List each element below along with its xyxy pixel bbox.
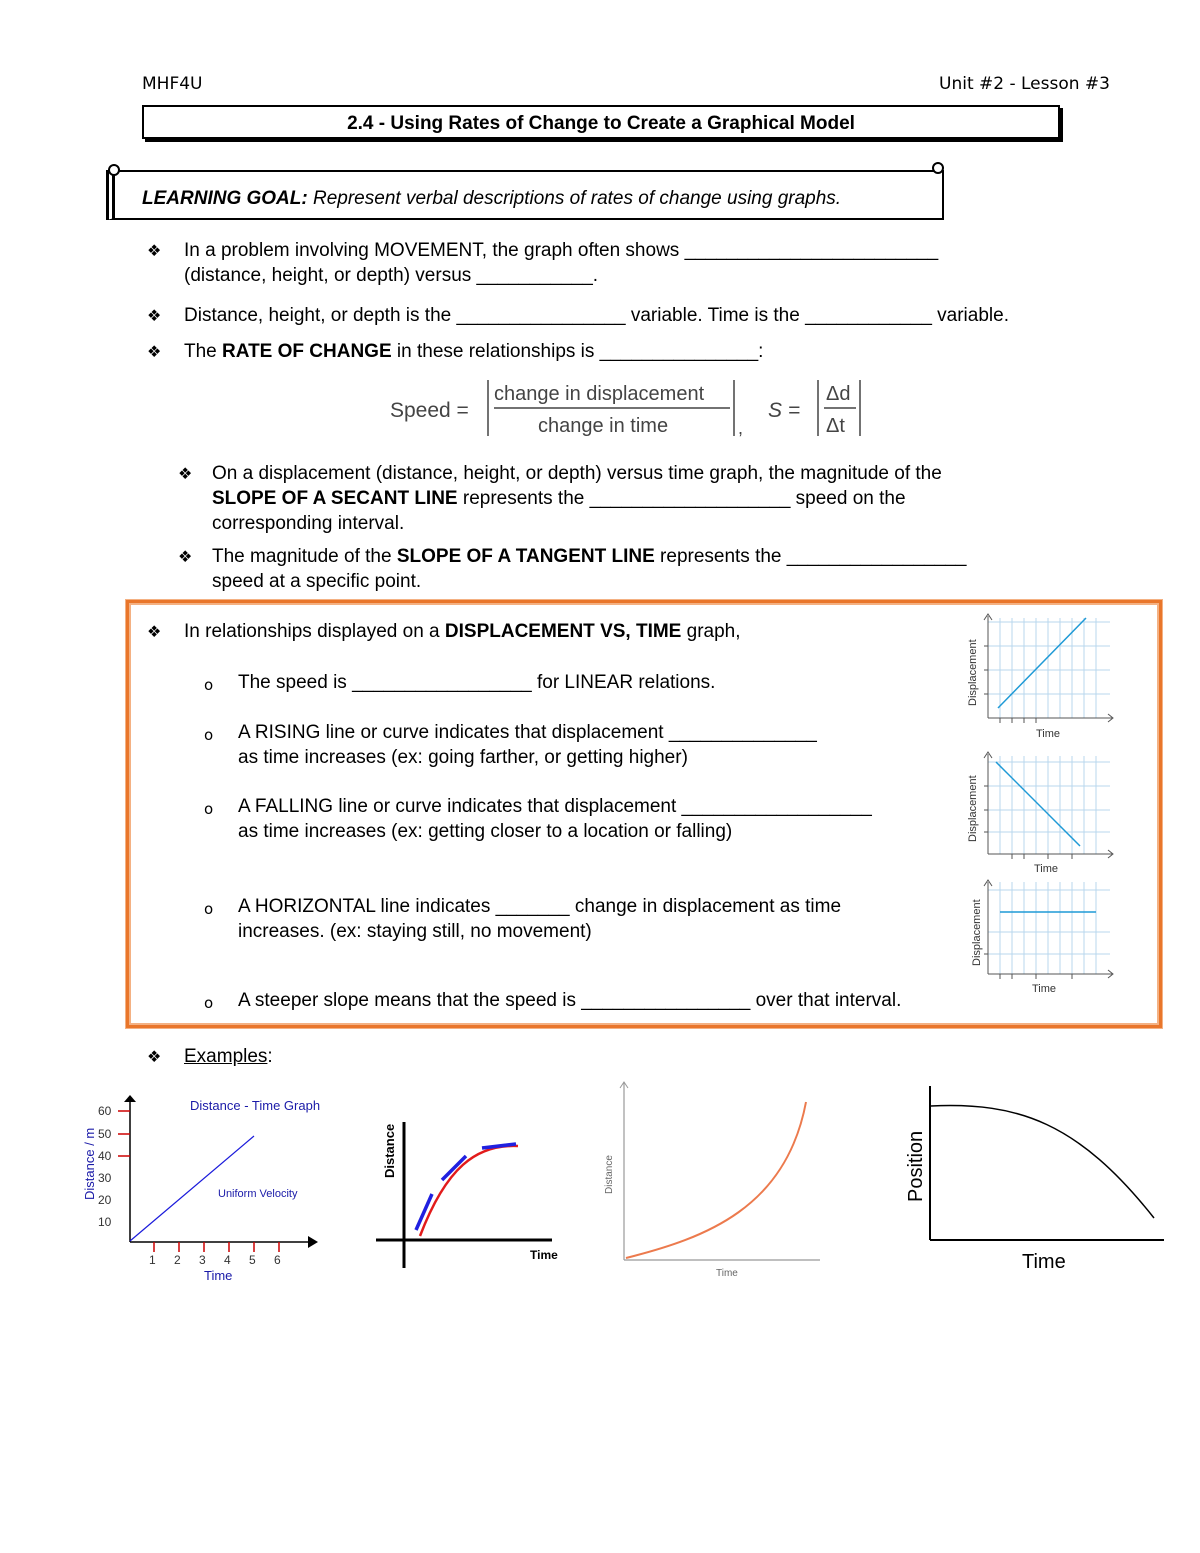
- formula-delta-d: Δd: [826, 383, 851, 405]
- circle-bullet-icon: o: [204, 800, 214, 818]
- example-position-curve-graph: [898, 1082, 1168, 1277]
- example3-ylabel: Distance: [604, 1155, 615, 1194]
- diamond-bullet-icon: ❖: [178, 464, 193, 483]
- diamond-bullet-icon: ❖: [178, 547, 193, 566]
- box-item-linear: The speed is _________________ for LINEAR relations.: [238, 672, 716, 693]
- bullet-rate-of-change: The RATE OF CHANGE in these relationships is _______________:: [184, 341, 764, 362]
- graph-xlabel: Time: [1032, 983, 1057, 995]
- formula-speed-label: Speed =: [390, 399, 469, 422]
- formula-delta-t: Δt: [826, 415, 845, 437]
- circle-bullet-icon: o: [204, 994, 214, 1012]
- graph-ylabel: Displacement: [971, 899, 983, 966]
- formula-numerator: change in displacement: [494, 383, 705, 405]
- bullet-movement-line1: In a problem involving MOVEMENT, the graph often shows ________________________: [184, 240, 939, 261]
- secant-line2: SLOPE OF A SECANT LINE represents the ___________________ speed on the: [212, 488, 906, 509]
- graph-xlabel: Time: [1036, 728, 1061, 740]
- unit-lesson: Unit #2 - Lesson #3: [939, 74, 1110, 94]
- tangent-line2: speed at a specific point.: [212, 571, 422, 592]
- graph-ylabel: Displacement: [967, 639, 979, 706]
- svg-text:4: 4: [224, 1253, 231, 1267]
- svg-text:30: 30: [98, 1171, 112, 1185]
- example1-ylabel: Distance / m: [82, 1127, 97, 1200]
- box-item-rising-l2: as time increases (ex: going farther, or getting higher): [238, 747, 688, 768]
- diamond-bullet-icon: ❖: [147, 241, 162, 260]
- svg-text:60: 60: [98, 1104, 112, 1118]
- example2-ylabel: Distance: [382, 1123, 397, 1178]
- scroll-curl-icon: [108, 164, 120, 176]
- svg-text:20: 20: [98, 1193, 112, 1207]
- svg-text:10: 10: [98, 1215, 112, 1229]
- formula-s-label: S =: [768, 399, 801, 422]
- example-distance-time-graph: [78, 1090, 348, 1290]
- example1-annotation: Uniform Velocity: [218, 1188, 298, 1200]
- svg-text:2: 2: [174, 1253, 181, 1267]
- svg-text:3: 3: [199, 1253, 206, 1267]
- diamond-bullet-icon: ❖: [147, 342, 162, 361]
- secant-line1: On a displacement (distance, height, or depth) versus time graph, the magnitude of the: [212, 463, 942, 484]
- example3-xlabel: Time: [716, 1268, 738, 1279]
- example2-xlabel: Time: [530, 1248, 558, 1262]
- svg-text:50: 50: [98, 1127, 112, 1141]
- circle-bullet-icon: o: [204, 726, 214, 744]
- box-item-horizontal-l1: A HORIZONTAL line indicates _______ change in displacement as time: [238, 896, 842, 917]
- box-item-rising-l1: A RISING line or curve indicates that displacement ______________: [238, 722, 817, 743]
- speed-formula: [380, 372, 880, 442]
- box-item-horizontal-l2: increases. (ex: staying still, no movement): [238, 921, 592, 942]
- learning-goal: [142, 188, 841, 210]
- example4-xlabel: Time: [1022, 1251, 1066, 1273]
- circle-bullet-icon: o: [204, 676, 214, 694]
- example1-xlabel: Time: [204, 1268, 233, 1283]
- tangent-line1: The magnitude of the SLOPE OF A TANGENT LINE represents the _________________: [212, 546, 967, 567]
- bullet-variables: Distance, height, or depth is the ________________ variable. Time is the ____________ variable.: [184, 305, 1009, 326]
- circle-bullet-icon: o: [204, 900, 214, 918]
- secant-line3: corresponding interval.: [212, 513, 405, 534]
- graph-xlabel: Time: [1034, 863, 1059, 875]
- scroll-curl-icon: [932, 162, 944, 174]
- course-code: MHF4U: [142, 74, 203, 94]
- svg-text:,: ,: [738, 418, 744, 438]
- diamond-bullet-icon: ❖: [147, 1047, 162, 1066]
- box-item-falling-l2: as time increases (ex: getting closer to a location or falling): [238, 821, 733, 842]
- svg-text:40: 40: [98, 1149, 112, 1163]
- page-title: 2.4 - Using Rates of Change to Create a Graphical Model: [142, 105, 1060, 139]
- graph-ylabel: Displacement: [967, 775, 979, 842]
- svg-text:6: 6: [274, 1253, 281, 1267]
- falling-line-graph: [960, 748, 1120, 878]
- formula-denominator: change in time: [538, 415, 669, 437]
- box-intro: In relationships displayed on a DISPLACEMENT VS, TIME graph,: [184, 621, 741, 642]
- examples-heading: Examples:: [184, 1046, 273, 1067]
- example4-ylabel: Position: [905, 1130, 927, 1202]
- diamond-bullet-icon: ❖: [147, 622, 162, 641]
- diamond-bullet-icon: ❖: [147, 306, 162, 325]
- learning-goal-text: Represent verbal descriptions of rates of change using graphs.: [307, 188, 842, 209]
- box-item-steeper: A steeper slope means that the speed is ________________ over that interval.: [238, 990, 902, 1011]
- rising-line-graph: [960, 610, 1120, 742]
- horizontal-line-graph: [960, 876, 1120, 998]
- example-tangent-curve-graph: [376, 1118, 576, 1273]
- svg-text:5: 5: [249, 1253, 256, 1267]
- example-increasing-curve-graph: [596, 1078, 826, 1283]
- svg-text:1: 1: [149, 1253, 156, 1267]
- example1-title: Distance - Time Graph: [190, 1098, 321, 1113]
- box-item-falling-l1: A FALLING line or curve indicates that displacement __________________: [238, 796, 872, 817]
- bullet-movement-line2: (distance, height, or depth) versus ___________.: [184, 265, 599, 286]
- learning-goal-label: LEARNING GOAL:: [142, 188, 308, 209]
